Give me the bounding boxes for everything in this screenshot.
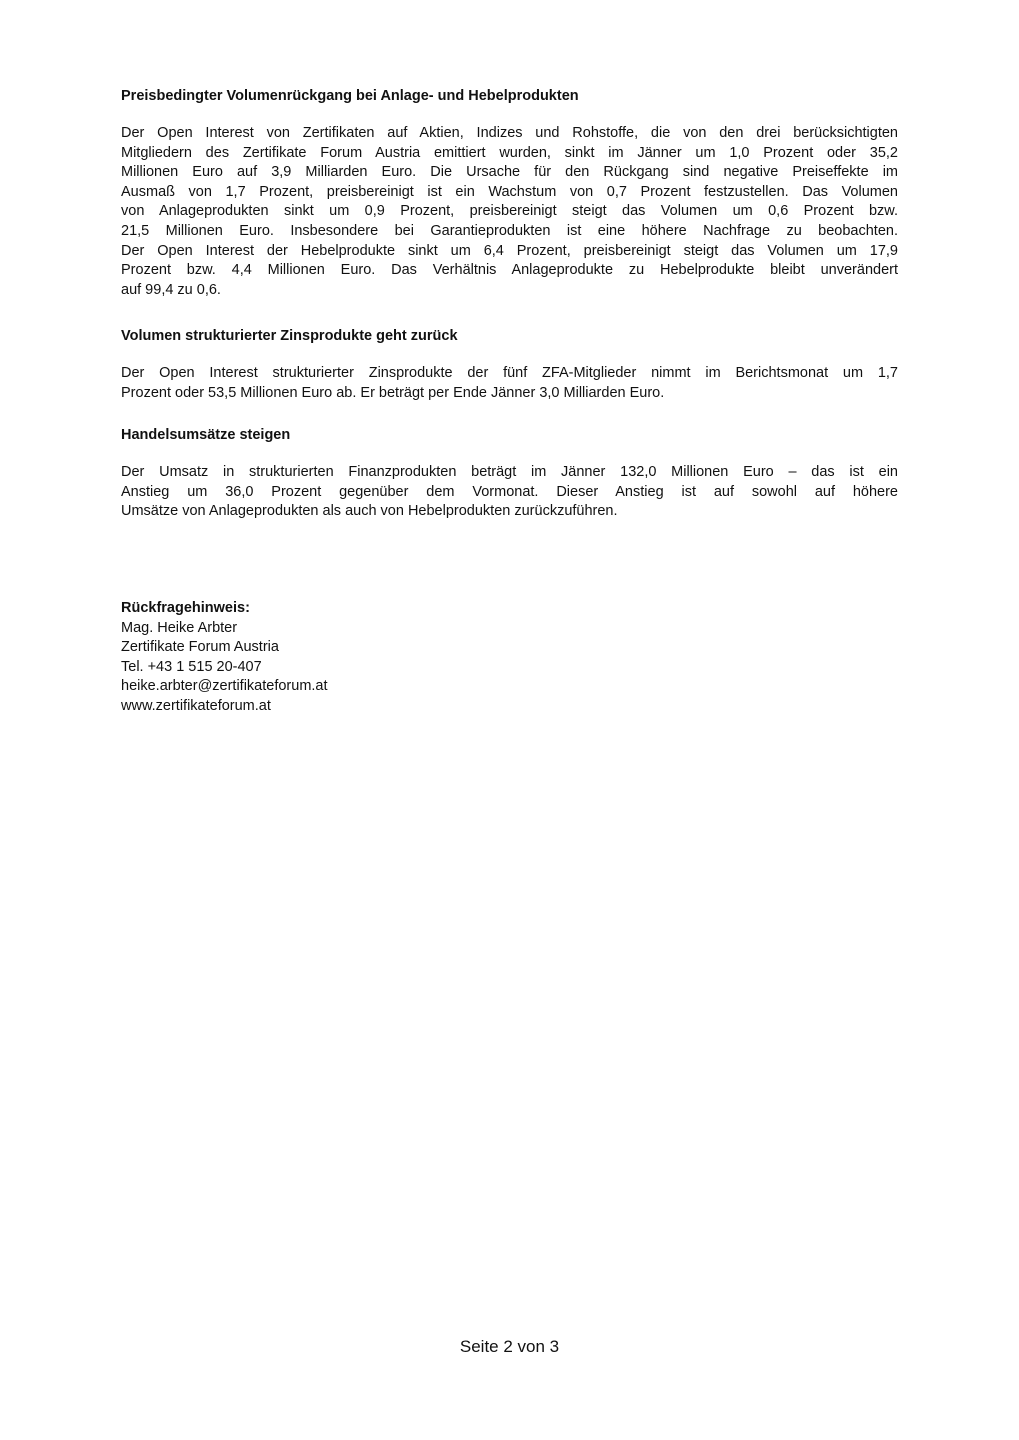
- paragraph-line: Der Umsatz in strukturierten Finanzprodukten beträgt im Jänner 132,0 Millionen Euro – das ist ein: [121, 464, 898, 480]
- section-heading-trading-volume: Handelsumsätze steigen: [121, 427, 291, 443]
- paragraph-line: Prozent oder 53,5 Millionen Euro ab. Er beträgt per Ende Jänner 3,0 Milliarden Euro.: [121, 384, 665, 401]
- contact-organization: Zertifikate Forum Austria: [121, 639, 279, 656]
- paragraph-line: Umsätze von Anlageprodukten als auch von Hebelprodukten zurückzuführen.: [121, 503, 618, 520]
- contact-phone: Tel. +43 1 515 20-407: [121, 658, 262, 675]
- paragraph-line: Der Open Interest der Hebelprodukte sinkt um 6,4 Prozent, preisbereinigt steigt das Volumen um 17,9: [121, 242, 898, 259]
- contact-block: [121, 599, 328, 717]
- section-heading-interest-products: Volumen strukturierter Zinsprodukte geht zurück: [121, 328, 458, 344]
- page-number: Seite 2 von 3: [459, 1337, 560, 1356]
- section-paragraph-interest-products: [121, 364, 898, 403]
- section-paragraph-volume-decline: [121, 124, 898, 300]
- contact-website[interactable]: www.zertifikateforum.at: [121, 697, 271, 714]
- paragraph-line: Mitgliedern des Zertifikate Forum Austria emittiert wurden, sinkt im Jänner um 1,0 Prozent oder 35,2: [121, 144, 898, 161]
- paragraph-line: Der Open Interest von Zertifikaten auf Aktien, Indizes und Rohstoffe, die von den drei berücksichtigten: [121, 125, 898, 141]
- paragraph-line: Millionen Euro auf 3,9 Milliarden Euro. Die Ursache für den Rückgang sind negative Preiseffekte im: [121, 164, 898, 181]
- paragraph-line: Der Open Interest strukturierter Zinsprodukte der fünf ZFA-Mitglieder nimmt im Berichtsmonat um 1,7: [121, 365, 898, 381]
- paragraph-line: von Anlageprodukten sinkt um 0,9 Prozent, preisbereinigt steigt das Volumen um 0,6 Prozent bzw.: [121, 203, 898, 220]
- contact-name: Mag. Heike Arbter: [121, 619, 238, 636]
- paragraph-line: auf 99,4 zu 0,6.: [121, 281, 221, 298]
- contact-email[interactable]: heike.arbter@zertifikateforum.at: [121, 678, 328, 695]
- contact-label: Rückfragehinweis:: [121, 600, 250, 616]
- paragraph-line: Prozent bzw. 4,4 Millionen Euro. Das Verhältnis Anlageprodukte zu Hebelprodukte bleibt unverändert: [121, 262, 898, 279]
- paragraph-line: 21,5 Millionen Euro. Insbesondere bei Garantieprodukten ist eine höhere Nachfrage zu beobachten.: [121, 222, 898, 239]
- section-paragraph-trading-volume: [121, 463, 898, 522]
- paragraph-line: Anstieg um 36,0 Prozent gegenüber dem Vormonat. Dieser Anstieg ist auf sowohl auf höhere: [121, 483, 898, 500]
- section-heading-volume-decline: Preisbedingter Volumenrückgang bei Anlage- und Hebelprodukten: [121, 88, 579, 104]
- paragraph-line: Ausmaß von 1,7 Prozent, preisbereinigt ist ein Wachstum von 0,7 Prozent festzustellen. Das Volumen: [121, 183, 898, 200]
